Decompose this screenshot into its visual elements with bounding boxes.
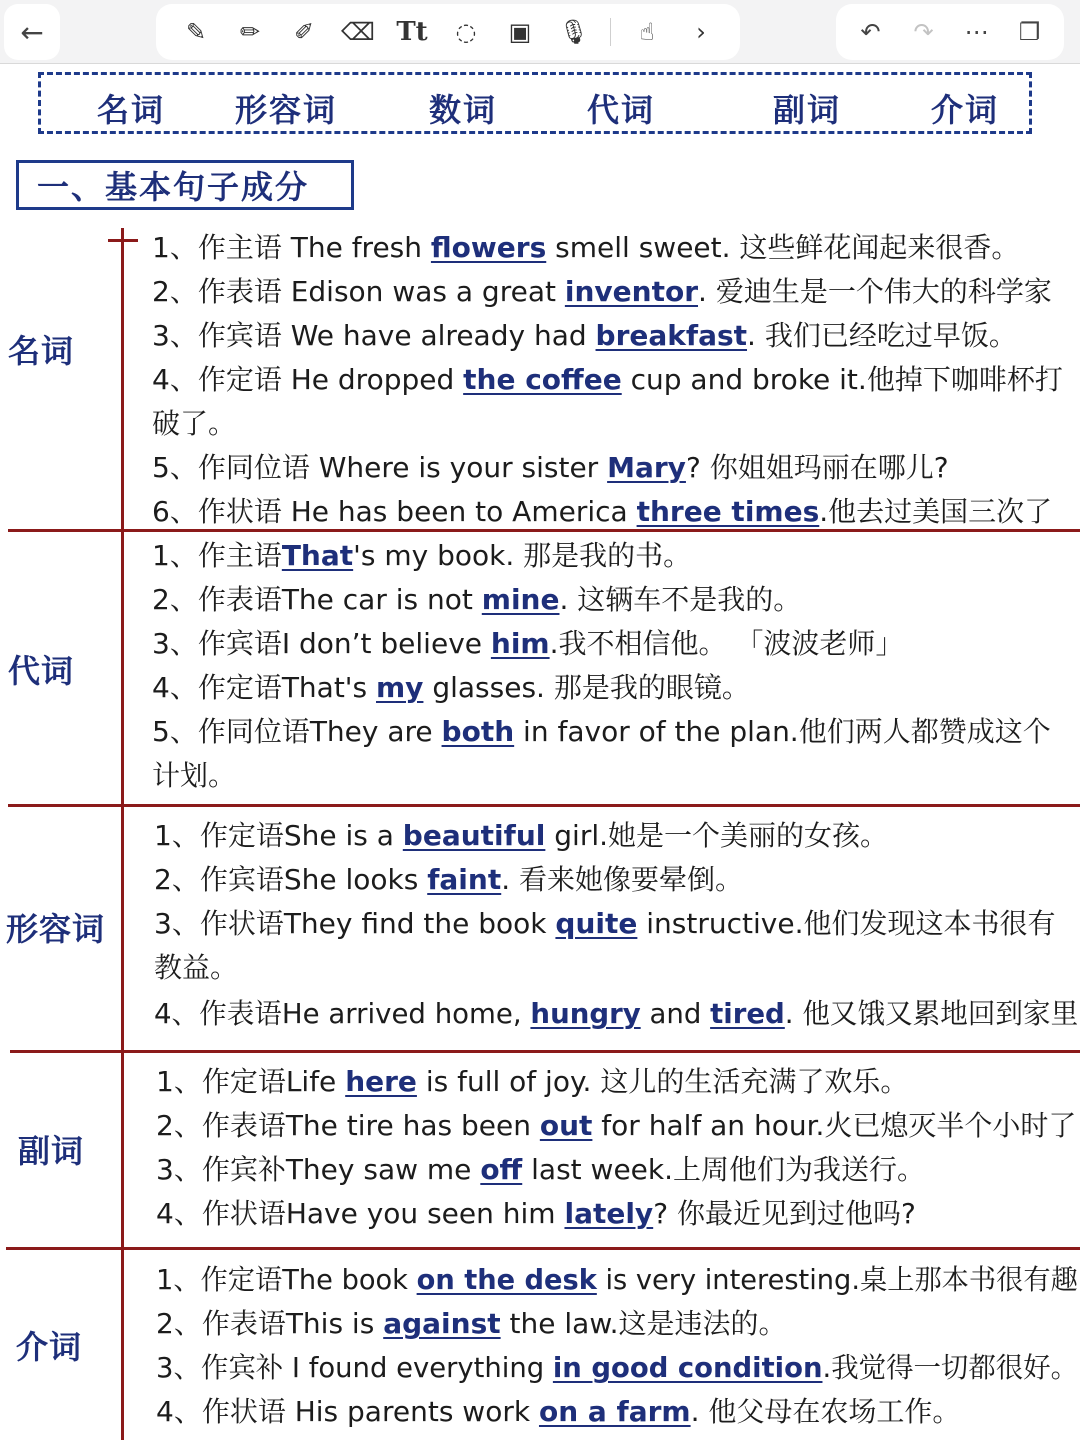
list-item: 1、作定语Life here is full of joy. 这儿的生活充满了欢乐。: [156, 1065, 909, 1098]
group-label-noun: 名词: [8, 332, 75, 370]
text-tool-icon[interactable]: Tt: [396, 17, 428, 47]
group-label-adverb: 副词: [18, 1132, 85, 1170]
pen-icon[interactable]: ✎: [185, 18, 207, 46]
group-label-preposition: 介词: [16, 1328, 83, 1366]
pos-adjective: 形容词: [235, 91, 338, 129]
pos-numeral: 数词: [429, 91, 498, 129]
list-item: 4、作状语Have you seen him lately? 你最近见到过他吗?: [156, 1197, 916, 1230]
hand-icon[interactable]: ☝: [639, 18, 655, 46]
list-item: 4、作表语He arrived home, hungry and tired. 他又饿又累地回到家里: [154, 997, 1079, 1030]
list-item: 4、作定语 He dropped the coffee cup and broke it.他掉下咖啡杯打: [152, 363, 1063, 396]
group-label-adjective: 形容词: [6, 910, 106, 948]
list-item: 3、作宾语 We have already had breakfast. 我们已经吃过早饭。: [152, 319, 1017, 352]
list-item: 2、作表语The car is not mine. 这辆车不是我的。: [152, 583, 802, 616]
image-icon[interactable]: ▣: [508, 18, 532, 46]
list-item: 4、作状语 His parents work on a farm. 他父母在农场工作。: [156, 1395, 961, 1428]
toolbar-divider: [610, 18, 611, 46]
divider-tick: [108, 239, 138, 242]
list-item: 2、作表语 Edison was a great inventor. 爱迪生是一个伟大的科学家: [152, 275, 1052, 308]
list-item: 2、作表语This is against the law.这是违法的。: [156, 1307, 787, 1340]
pos-adverb: 副词: [773, 91, 842, 129]
list-item: 计划。: [152, 759, 237, 792]
pencil-icon[interactable]: ✏: [239, 18, 261, 46]
microphone-icon[interactable]: 🎙: [558, 18, 590, 46]
parts-of-speech-bar: [38, 72, 1032, 134]
list-item: 3、作状语They find the book quite instructive.他们发现这本书很有: [154, 907, 1056, 940]
section-title: 一、基本句子成分: [16, 160, 354, 210]
back-button[interactable]: [4, 4, 60, 60]
more-icon[interactable]: ⋯: [964, 18, 989, 46]
row-divider: [8, 804, 1080, 807]
list-item: 破了。: [152, 407, 237, 440]
pos-preposition: 介词: [931, 91, 1000, 129]
pos-pronoun: 代词: [587, 91, 656, 129]
list-item: 教益。: [154, 951, 239, 984]
row-divider: [10, 1050, 1080, 1053]
lasso-icon[interactable]: ◌: [455, 18, 477, 46]
list-item: 1、作定语She is a beautiful girl.她是一个美丽的女孩。: [154, 819, 889, 852]
highlighter-icon[interactable]: ✐: [293, 18, 315, 46]
vertical-divider: [121, 228, 124, 1440]
pos-noun: 名词: [97, 91, 166, 129]
group-label-pronoun: 代词: [8, 652, 75, 690]
list-item: 4、作定语That's my glasses. 那是我的眼镜。: [152, 671, 750, 704]
redo-icon[interactable]: ↷: [913, 18, 934, 46]
list-item: 3、作宾补They saw me off last week.上周他们为我送行。: [156, 1153, 926, 1186]
drawing-tools: [156, 4, 740, 60]
eraser-icon[interactable]: ⌫: [341, 18, 375, 46]
list-item: 2、作表语The tire has been out for half an hour.火已熄灭半个小时了: [156, 1109, 1077, 1142]
top-toolbar: [0, 0, 1080, 64]
handwritten-signature: 波波老师: [763, 627, 876, 660]
list-item: 1、作主语That's my book. 那是我的书。: [152, 539, 692, 572]
back-arrow-icon: ←: [20, 15, 44, 49]
list-item: 1、作主语 The fresh flowers smell sweet. 这些鲜花闻起来很香。: [152, 231, 1020, 264]
list-item: 3、作宾补 I found everything in good condition.我觉得一切都很好。: [156, 1351, 1079, 1384]
list-item: 6、作状语 He has been to America three times.他去过美国三次了: [152, 495, 1053, 528]
list-item: 1、作定语The book on the desk is very interesting.桌上那本书很有趣: [156, 1263, 1078, 1296]
list-item: 5、作同位语 Where is your sister Mary? 你姐姐玛丽在哪儿?: [152, 451, 949, 484]
pages-icon[interactable]: ❐: [1018, 18, 1041, 46]
list-item: 3、作宾语I don’t believe him.我不相信他。 「波波老师」: [152, 627, 904, 660]
list-item: 5、作同位语They are both in favor of the plan.他们两人都赞成这个: [152, 715, 1051, 748]
list-item: 2、作宾语She looks faint. 看来她像要晕倒。: [154, 863, 744, 896]
row-divider: [6, 1247, 1080, 1250]
chevron-right-icon[interactable]: ›: [696, 18, 706, 46]
history-tools: [836, 4, 1064, 60]
undo-icon[interactable]: ↶: [860, 18, 881, 46]
